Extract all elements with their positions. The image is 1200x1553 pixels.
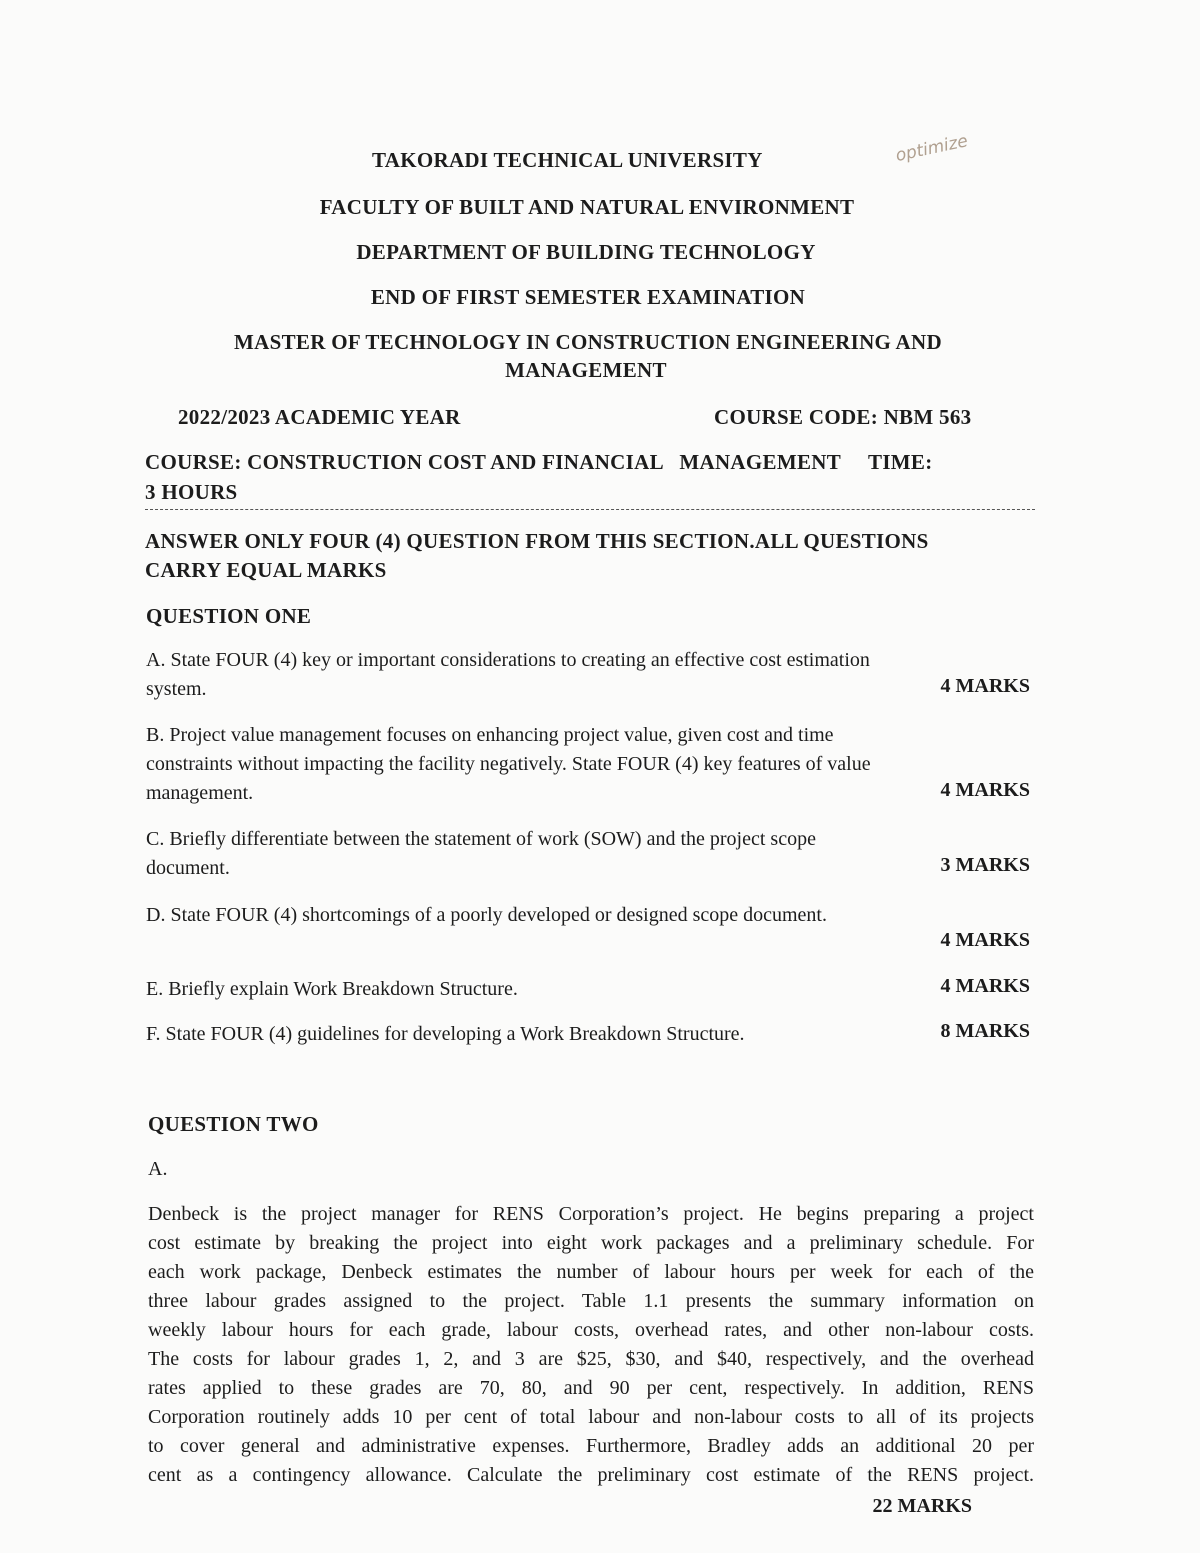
q2-marks: 22 MARKS — [872, 1495, 972, 1517]
q1-a-line-2: system. — [146, 678, 207, 700]
q2-paragraph-line: cent as a contingency allowance. Calculate the preliminary cost estimate of the RENS project. — [148, 1464, 1034, 1486]
q1-b-marks: 4 MARKS — [940, 779, 1030, 801]
q1-f-line-1: F. State FOUR (4) guidelines for developing a Work Breakdown Structure. — [146, 1023, 745, 1045]
q2-paragraph-line: Corporation routinely adds 10 per cent of total labour and non-labour costs to all of its projects — [148, 1406, 1034, 1428]
q1-a-marks: 4 MARKS — [940, 675, 1030, 697]
q1-f-marks: 8 MARKS — [940, 1020, 1030, 1042]
q1-b-line-1: B. Project value management focuses on enhancing project value, given cost and time — [146, 724, 834, 746]
instructions-line-2: CARRY EQUAL MARKS — [145, 558, 387, 582]
handwritten-note: optimize — [893, 131, 970, 166]
exam-title: END OF FIRST SEMESTER EXAMINATION — [370, 285, 806, 309]
programme-line-2: MANAGEMENT — [505, 358, 667, 382]
department-name: DEPARTMENT OF BUILDING TECHNOLOGY — [356, 240, 816, 264]
q2-paragraph-line: Denbeck is the project manager for RENS Corporation’s project. He begins preparing a project — [148, 1203, 1034, 1225]
question-two-title: QUESTION TWO — [148, 1112, 319, 1136]
q2-paragraph — [148, 1200, 1034, 1490]
q1-d-marks: 4 MARKS — [940, 929, 1030, 951]
q1-b-line-2: constraints without impacting the facility negatively. State FOUR (4) key features of value — [146, 753, 871, 775]
q2-paragraph-line: The costs for labour grades 1, 2, and 3 are $25, $30, and $40, respectively, and the overhead — [148, 1348, 1034, 1370]
q1-e-line-1: E. Briefly explain Work Breakdown Structure. — [146, 978, 518, 1000]
university-name: TAKORADI TECHNICAL UNIVERSITY — [372, 148, 763, 172]
q1-c-line-1: C. Briefly differentiate between the statement of work (SOW) and the project scope — [146, 828, 816, 850]
header-divider — [145, 509, 1035, 510]
academic-year: 2022/2023 ACADEMIC YEAR — [178, 405, 461, 429]
q2-part-label: A. — [148, 1158, 168, 1180]
course-title-line-2: 3 HOURS — [145, 480, 238, 504]
q1-a-line-1: A. State FOUR (4) key or important considerations to creating an effective cost estimation — [146, 649, 870, 671]
q1-c-marks: 3 MARKS — [940, 854, 1030, 876]
q2-paragraph-line: weekly labour hours for each grade, labour costs, overhead rates, and other non-labour costs. — [148, 1319, 1034, 1341]
faculty-name: FACULTY OF BUILT AND NATURAL ENVIRONMENT — [319, 195, 855, 219]
q2-paragraph-line: cost estimate by breaking the project into eight work packages and a preliminary schedule. For — [148, 1232, 1034, 1254]
q2-paragraph-line: each work package, Denbeck estimates the number of labour hours per week for each of the — [148, 1261, 1034, 1283]
question-one-title: QUESTION ONE — [146, 604, 312, 628]
instructions-line-1: ANSWER ONLY FOUR (4) QUESTION FROM THIS SECTION.ALL QUESTIONS — [145, 529, 929, 553]
programme-line-1: MASTER OF TECHNOLOGY IN CONSTRUCTION ENGINEERING AND — [234, 330, 942, 354]
course-title-line-1: COURSE: CONSTRUCTION COST AND FINANCIAL MANAGEMENT TIME: — [145, 450, 933, 474]
q1-e-marks: 4 MARKS — [940, 975, 1030, 997]
q1-d-line-1: D. State FOUR (4) shortcomings of a poorly developed or designed scope document. — [146, 904, 827, 926]
q1-c-line-2: document. — [146, 857, 230, 879]
course-code: COURSE CODE: NBM 563 — [714, 405, 972, 429]
q2-paragraph-line: three labour grades assigned to the project. Table 1.1 presents the summary information on — [148, 1290, 1034, 1312]
q1-b-line-3: management. — [146, 782, 254, 804]
q2-paragraph-line: to cover general and administrative expenses. Furthermore, Bradley adds an additional 20 per — [148, 1435, 1034, 1457]
q2-paragraph-line: rates applied to these grades are 70, 80, and 90 per cent, respectively. In addition, RENS — [148, 1377, 1034, 1399]
